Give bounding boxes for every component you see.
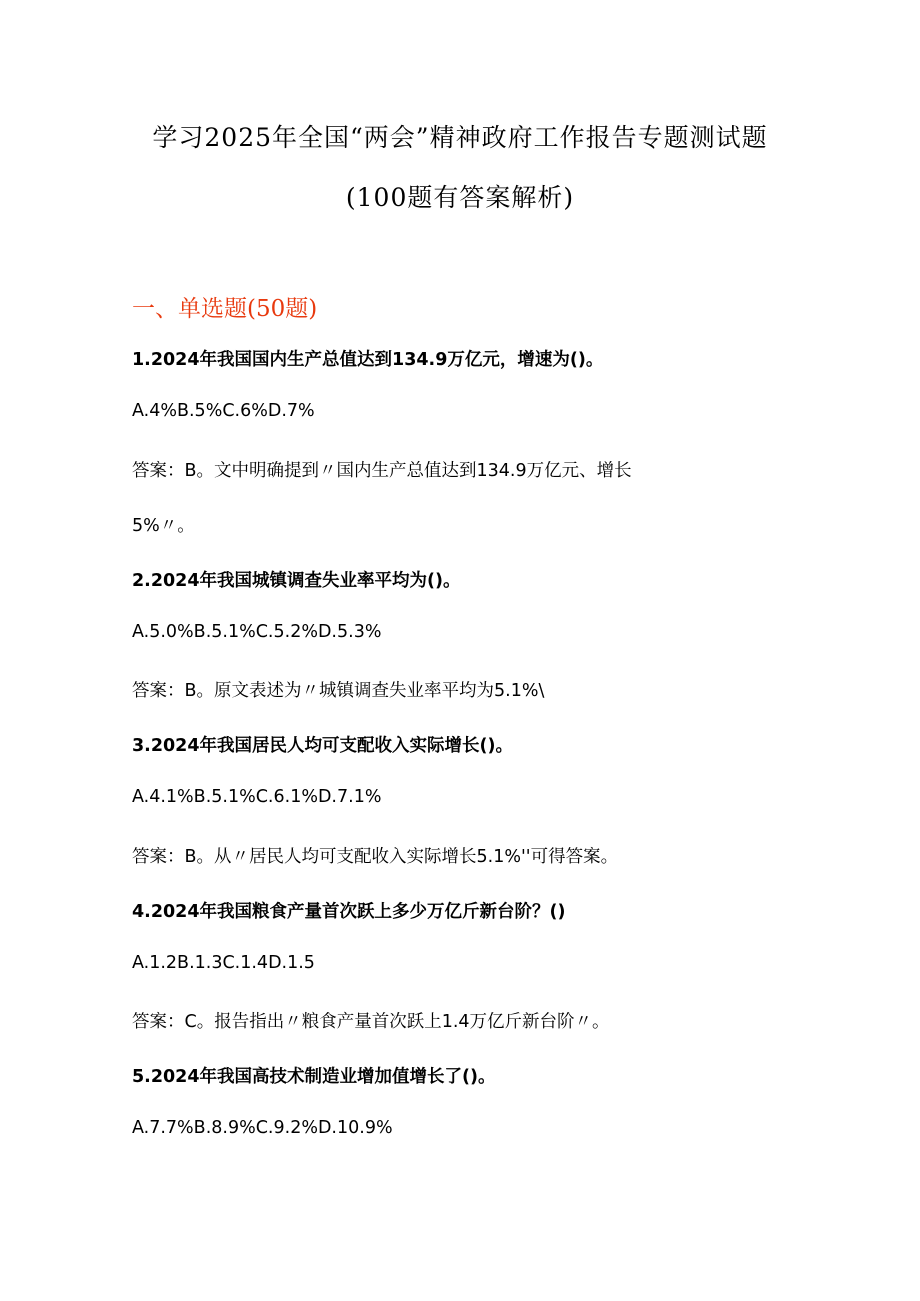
question-4-answer: 答案：C。报告指出〃粮食产量首次跃上1.4万亿斤新台阶〃。: [132, 1012, 610, 1032]
document-subtitle: (100题有答案解析): [345, 183, 575, 212]
question-1-answer-continued: 5%〃。: [132, 516, 195, 536]
document-title: 学习2025年全国“两会”精神政府工作报告专题测试题: [152, 123, 768, 152]
question-3-options: A.4.1%B.5.1%C.6.1%D.7.1%: [132, 787, 382, 807]
question-4: 4.2024年我国粮食产量首次跃上多少万亿斤新台阶？(): [132, 902, 566, 922]
question-3-answer: 答案：B。从〃居民人均可支配收入实际增长5.1%''可得答案。: [132, 847, 619, 867]
question-5: 5.2024年我国高技术制造业增加值增长了()。: [132, 1067, 496, 1087]
question-3: 3.2024年我国居民人均可支配收入实际增长()。: [132, 736, 514, 756]
question-2-answer: 答案：B。原文表述为〃城镇调查失业率平均为5.1%\: [132, 681, 545, 701]
section-heading: 一、单选题(50题): [132, 296, 318, 322]
question-1-answer: 答案：B。文中明确提到〃国内生产总值达到134.9万亿元、增长: [132, 461, 632, 481]
question-1-options: A.4%B.5%C.6%D.7%: [132, 401, 315, 421]
question-1: 1.2024年我国国内生产总值达到134.9万亿元，增速为()。: [132, 350, 604, 370]
question-4-options: A.1.2B.1.3C.1.4D.1.5: [132, 953, 315, 973]
question-5-options: A.7.7%B.8.9%C.9.2%D.10.9%: [132, 1118, 393, 1138]
question-2-options: A.5.0%B.5.1%C.5.2%D.5.3%: [132, 622, 382, 642]
question-2: 2.2024年我国城镇调查失业率平均为()。: [132, 571, 461, 591]
